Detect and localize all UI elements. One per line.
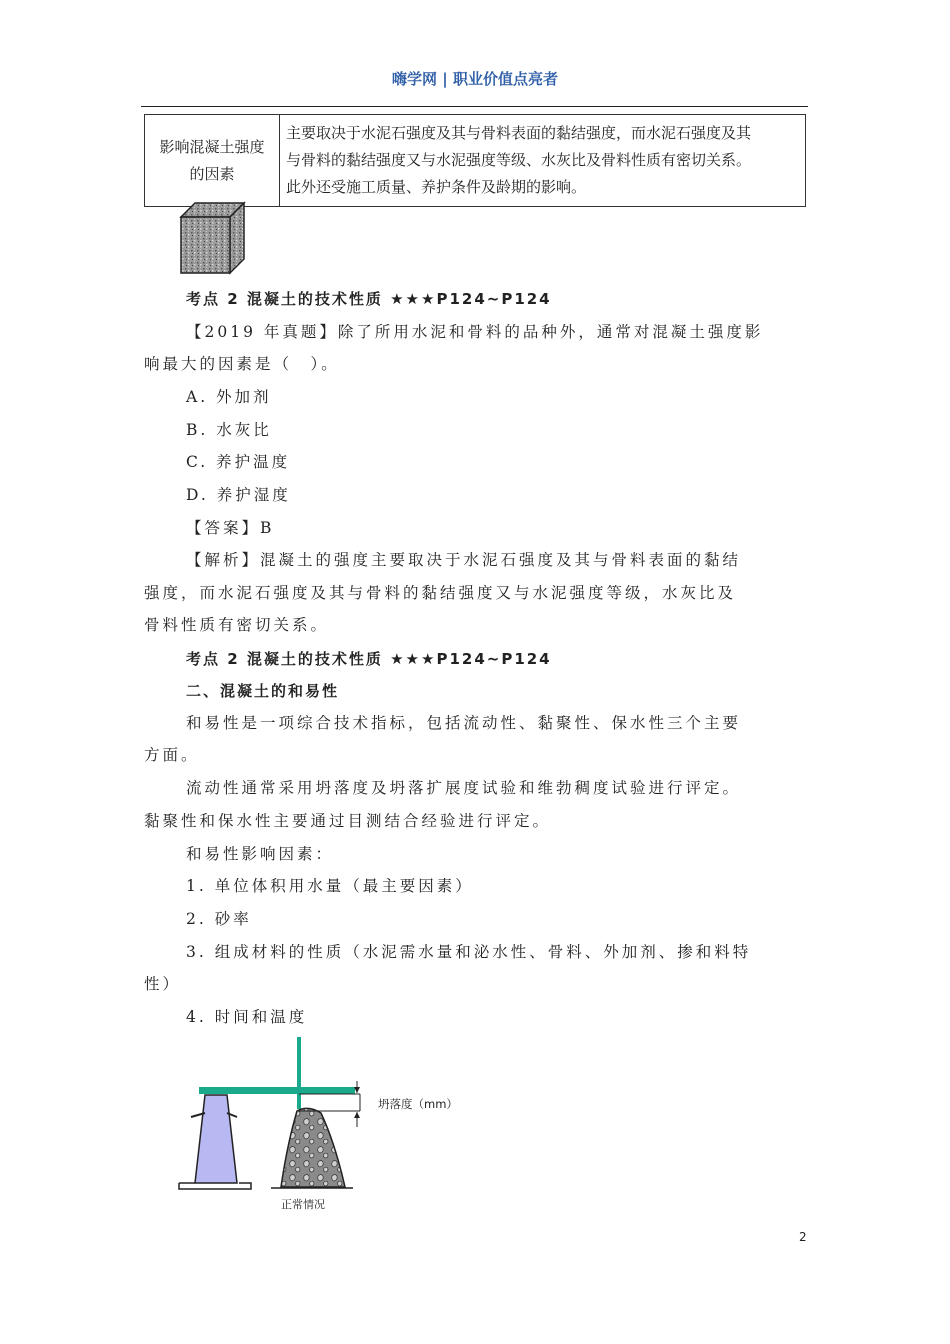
label-line: 影响混凝土强度	[159, 137, 265, 156]
analysis-text: 强度，而水泥石强度及其与骨料的黏结强度又与水泥强度等级，水灰比及	[144, 584, 737, 602]
analysis-text: 【解析】混凝土的强度主要取决于水泥石强度及其与骨料表面的黏结	[186, 551, 742, 569]
factor-item: 2. 砂率	[186, 910, 252, 928]
paragraph-text: 方面。	[144, 746, 200, 764]
content-line: 主要取决于水泥石强度及其与骨料表面的黏结强度，而水泥石强度及其	[286, 124, 752, 142]
content-line: 此外还受施工质量、养护条件及龄期的影响。	[286, 178, 587, 196]
strength-factors-table	[144, 114, 806, 207]
option-b: B. 水灰比	[186, 421, 272, 439]
factors-title: 和易性影响因素：	[186, 845, 335, 863]
answer-text: 【答案】B	[186, 519, 275, 537]
content-line: 与骨料的黏结强度又与水泥强度等级、水灰比及骨料性质有密切关系。	[286, 151, 752, 169]
concrete-cube-icon	[178, 201, 246, 275]
analysis-text: 骨料性质有密切关系。	[144, 616, 330, 634]
slump-cone	[195, 1095, 237, 1183]
header-divider	[141, 106, 808, 107]
paragraph-text: 流动性通常采用坍落度及坍落扩展度试验和维勃稠度试验进行评定。	[186, 779, 742, 797]
option-d: D. 养护湿度	[186, 486, 291, 504]
factor-item: 1. 单位体积用水量（最主要因素）	[186, 877, 474, 895]
factor-item: 3. 组成材料的性质（水泥需水量和泌水性、骨料、外加剂、掺和料特	[186, 943, 752, 961]
slumped-concrete	[281, 1108, 345, 1187]
question-text: 响最大的因素是（ ）。	[144, 355, 340, 373]
section-heading: 考点 2 混凝土的技术性质 ★★★P124~P124	[186, 290, 552, 308]
header-title: 嗨学网 | 职业价值点亮者	[392, 70, 558, 88]
table-label-cell	[145, 115, 280, 207]
question-text: 【2019 年真题】除了所用水泥和骨料的品种外，通常对混凝土强度影	[186, 323, 764, 341]
measuring-bar	[199, 1087, 355, 1094]
subsection-heading: 二、混凝土的和易性	[186, 682, 340, 700]
slump-label: 坍落度（mm）	[378, 1097, 458, 1111]
factor-item: 4. 时间和温度	[186, 1008, 308, 1026]
table-content-cell	[280, 115, 806, 207]
section-heading: 考点 2 混凝土的技术性质 ★★★P124~P124	[186, 650, 552, 668]
factor-item: 性）	[144, 975, 182, 993]
figure-caption: 正常情况	[281, 1198, 325, 1211]
option-c: C. 养护温度	[186, 453, 291, 471]
label-line: 的因素	[189, 164, 235, 183]
page-number: 2	[799, 1230, 807, 1244]
paragraph-text: 和易性是一项综合技术指标，包括流动性、黏聚性、保水性三个主要	[186, 714, 742, 732]
paragraph-text: 黏聚性和保水性主要通过目测结合经验进行评定。	[144, 812, 552, 830]
slump-test-diagram	[175, 1033, 465, 1218]
table-row	[145, 115, 806, 207]
option-a: A. 外加剂	[186, 388, 272, 406]
